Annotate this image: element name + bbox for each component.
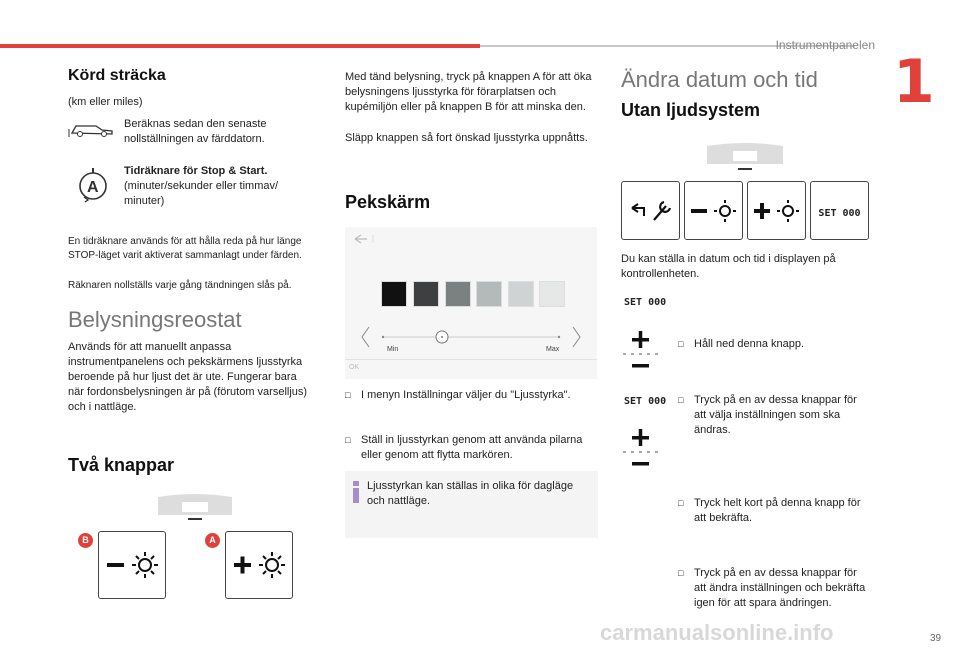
plus-button[interactable] — [747, 181, 806, 240]
touch-step-1: □ I menyn Inställningar väljer du "Ljusstyrka". — [345, 388, 595, 403]
dimmer-intro: Med tänd belysning, tryck på knappen A för att öka belysningens ljusstyrka för förarplatsen och kupémiljön eller på knappen B för att minska den. — [345, 71, 592, 113]
screen-ok-button[interactable]: OK — [349, 364, 360, 371]
car-distance-icon — [68, 117, 116, 139]
slider-min-label: Min — [387, 346, 399, 353]
set-icon-2: SET 000 — [624, 396, 667, 407]
dimmer-text: Används för att manuellt anpassa instrumentpanelens och pekskärmens ljusstyrka beroende på hur ljust det är ute. Fungerar bara när fordonsbelysningen är på (förutom varselljus) och i nattläge. — [68, 341, 308, 413]
date-step-3: □ Tryck helt kort på denna knapp för att bekräfta. — [678, 496, 868, 526]
svg-text:A: A — [87, 179, 99, 196]
trip-title: Körd sträcka — [68, 67, 166, 84]
date-time-intro: Du kan ställa in datum och tid i displayen på kontrollenheten. — [621, 253, 836, 280]
brightness-swatch-2[interactable] — [413, 281, 439, 307]
back-wrench-icon — [622, 182, 681, 241]
touchscreen-preview — [345, 227, 597, 379]
brightness-swatch-4[interactable] — [476, 281, 502, 307]
set-button[interactable] — [810, 181, 869, 240]
trip-desc: Beräknas sedan den senaste nollställningen av färddatorn. — [124, 118, 267, 145]
set-button-label: SET 000 — [818, 208, 861, 219]
plus-minus-icon — [621, 330, 661, 372]
chapter-number: 1 — [893, 47, 935, 117]
minus-brightness-icon — [99, 532, 167, 600]
badge-b: B — [78, 533, 93, 548]
brightness-swatch-3[interactable] — [445, 281, 471, 307]
trip-unit: (km eller miles) — [68, 96, 143, 108]
info-icon — [353, 481, 359, 503]
dimmer-release: Släpp knappen så fort önskad ljusstyrka uppnåtts. — [345, 132, 588, 144]
plus-brightness-icon — [226, 532, 294, 600]
date-step-2: □ Tryck på en av dessa knappar för att välja inställningen som ska ändras. — [678, 393, 868, 438]
brightness-swatch-1[interactable] — [381, 281, 407, 307]
info-note-text: Ljusstyrkan kan ställas in olika för dagläge och nattläge. — [367, 480, 574, 507]
timer-note-2: Räknaren nollställs varje gång tändningen slås på. — [68, 280, 292, 291]
dimmer-minus-button[interactable] — [98, 531, 166, 599]
dimmer-plus-button[interactable] — [225, 531, 293, 599]
touch-title: Pekskärm — [345, 192, 431, 212]
date-step-1: □ Håll ned denna knapp. — [678, 337, 868, 352]
section-header: Instrumentpanelen — [775, 38, 875, 52]
minus-brightness-icon-2 — [685, 182, 744, 241]
date-time-title: Ändra datum och tid — [621, 67, 818, 92]
dashboard-icon-2 — [703, 142, 787, 174]
dashboard-icon — [154, 493, 236, 523]
no-audio-subtitle: Utan ljudsystem — [621, 100, 761, 120]
stop-start-timer-icon — [76, 166, 110, 204]
back-arrow-icon[interactable] — [353, 233, 377, 245]
plus-brightness-icon-2 — [748, 182, 807, 241]
date-step-4: □ Tryck på en av dessa knappar för att ändra inställningen och bekräfta igen för att spara ändringen. — [678, 566, 868, 611]
chevron-left-icon — [362, 327, 369, 347]
page-number: 39 — [930, 633, 942, 644]
timer-note-1: En tidräknare används för att hålla reda på hur länge STOP-läget varit aktiverat sammanlagt under färden. — [68, 236, 302, 261]
slider-max-label: Max — [546, 346, 560, 353]
info-note — [345, 471, 598, 538]
brightness-swatch-6[interactable] — [539, 281, 565, 307]
minus-button[interactable] — [684, 181, 743, 240]
dimmer-title: Belysningsreostat — [68, 307, 242, 332]
set-icon-1: SET 000 — [624, 297, 667, 308]
timer-desc: (minuter/sekunder eller timmav/ minuter) — [124, 180, 279, 207]
badge-a: A — [205, 533, 220, 548]
two-buttons-title: Två knappar — [68, 455, 175, 475]
header-red-bar — [0, 44, 480, 48]
plus-minus-icon-2 — [621, 428, 661, 470]
touch-step-2: □ Ställ in ljusstyrkan genom att använda pilarna eller genom att flytta markören. — [345, 433, 595, 463]
watermark: carmanualsonline.info — [600, 620, 834, 645]
back-settings-button[interactable] — [621, 181, 680, 240]
brightness-swatch-5[interactable] — [508, 281, 534, 307]
chevron-right-icon — [573, 327, 580, 347]
timer-title: Tidräknare för Stop & Start. — [124, 165, 268, 177]
